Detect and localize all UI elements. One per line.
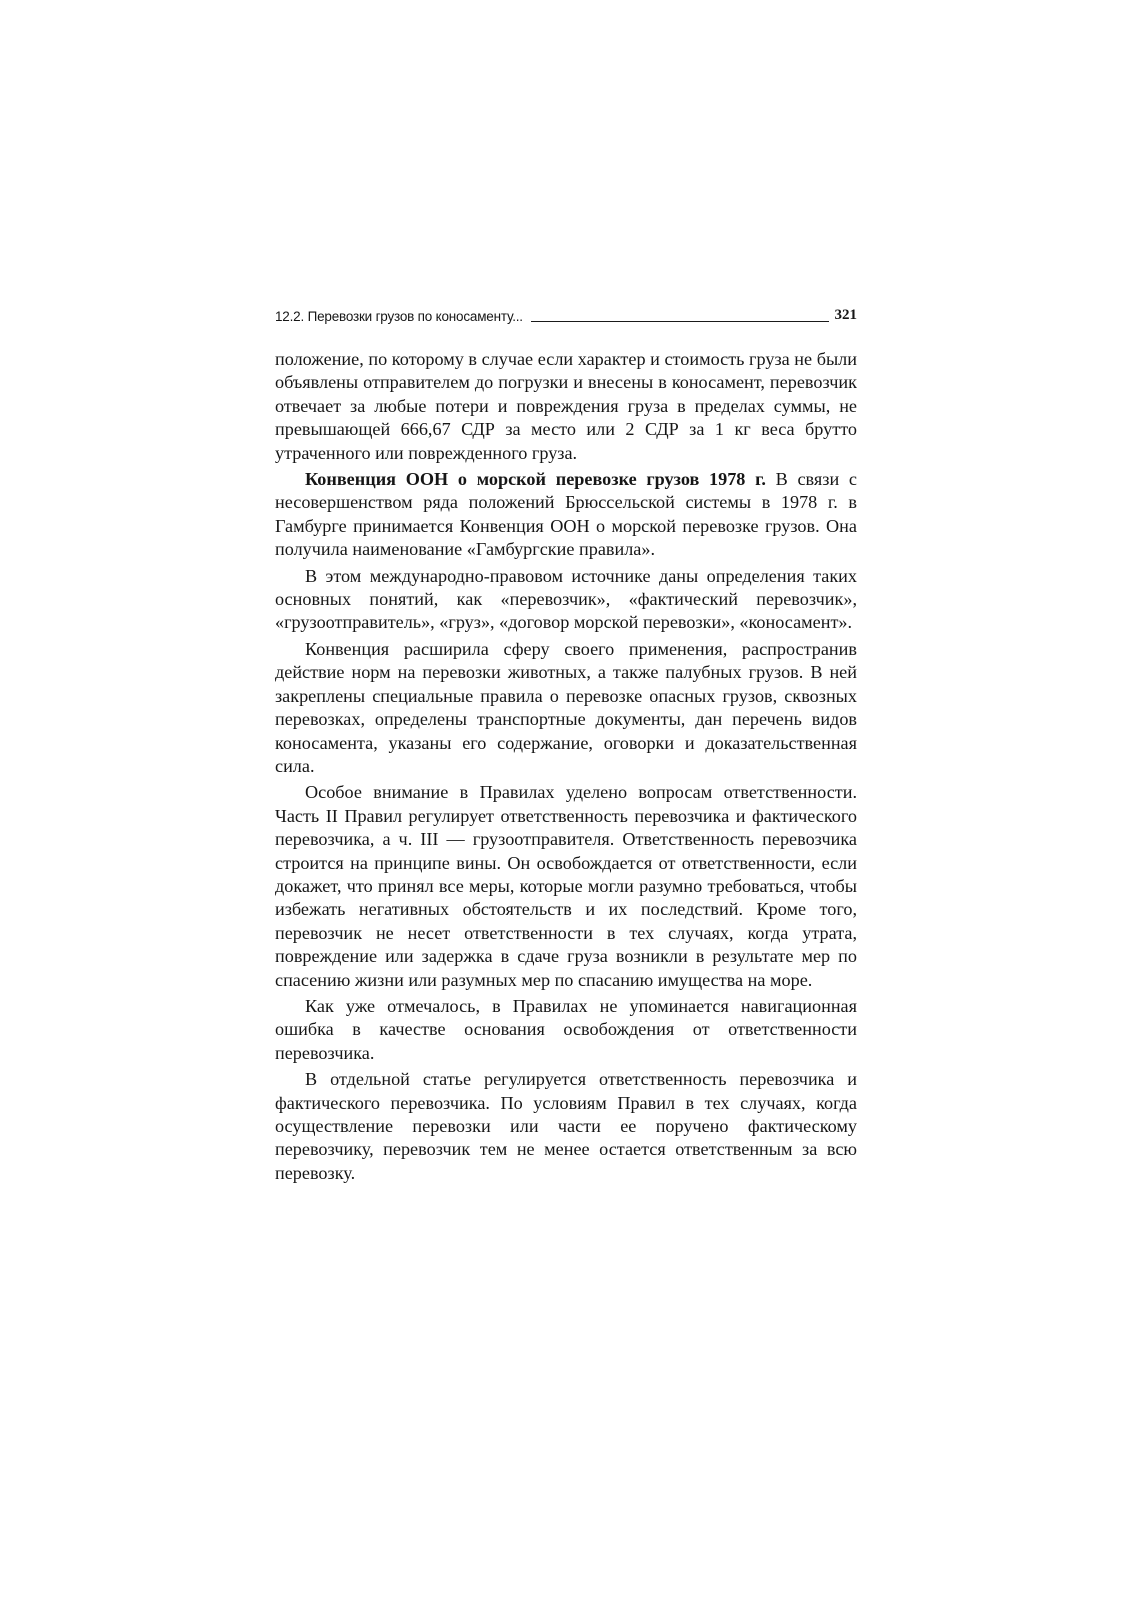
paragraph-3: В этом международно-правовом источнике даны определения таких основных понятий, как «перевозчик», «фактический перевозчик», «грузоотправитель», «груз», «договор морской перевозки», «коносамент». [275, 565, 857, 633]
paragraph-7: В отдельной статье регулируется ответственность перевозчика и фактического перевозчика. По условиям Правил в тех случаях, когда осуществление перевозки или части ее поручено фактическому перевозчику, перевозчик тем не менее остается ответственным за всю перевозку. [275, 1069, 857, 1183]
body-text [275, 348, 857, 1185]
paragraph-5: Особое внимание в Правилах уделено вопросам ответственности. Часть II Правил регулирует ответственность перевозчика и фактического перевозчика, а ч. III — грузоотправителя. Ответственность перевозчика строится на принципе вины. Он освобождается от ответственности, если докажет, что принял все меры, которые могли разумно требоваться, чтобы избежать негативных обстоятельств и их последствий. Кроме того, перевозчик не несет ответственности в тех случаях, когда утрата, повреждение или задержка в сдаче груза возникли в результате мер по спасению жизни или разумных мер по спасанию имущества на море. [275, 782, 857, 990]
running-header [275, 304, 857, 324]
paragraph-1: положение, по которому в случае если характер и стоимость груза не были объявлены отправителем до погрузки и внесены в коносамент, перевозчик отвечает за любые потери и повреждения груза в пределах суммы, не превышающей 666,67 СДР за место или 2 СДР за 1 кг веса брутто утраченного или поврежденного груза. [275, 349, 857, 463]
paragraph-2-text: В связи с несовершенством ряда положений Брюссельской системы в 1978 г. в Гамбурге принимается Конвенция ООН о морской перевозке грузов. Она получила наименование «Гамбургские правила». [275, 469, 857, 560]
page-number: 321 [834, 307, 857, 323]
section-heading-hamburg-rules: Конвенция ООН о морской перевозке грузов 1978 г. [305, 469, 766, 490]
paragraph-2 [275, 468, 857, 562]
running-title: 12.2. Перевозки грузов по коносаменту... [275, 309, 523, 324]
header-rule [531, 321, 829, 322]
paragraph-6: Как уже отмечалось, в Правилах не упоминается навигационная ошибка в качестве основания освобождения от ответственности перевозчика. [275, 995, 857, 1063]
book-page [275, 304, 857, 1185]
paragraph-4: Конвенция расширила сферу своего применения, распространив действие норм на перевозки животных, а также палубных грузов. В ней закреплены специальные правила о перевозке опасных грузов, сквозных перевозках, определены транспортные документы, дан перечень видов коносамента, указаны его содержание, оговорки и доказательственная сила. [275, 638, 857, 776]
